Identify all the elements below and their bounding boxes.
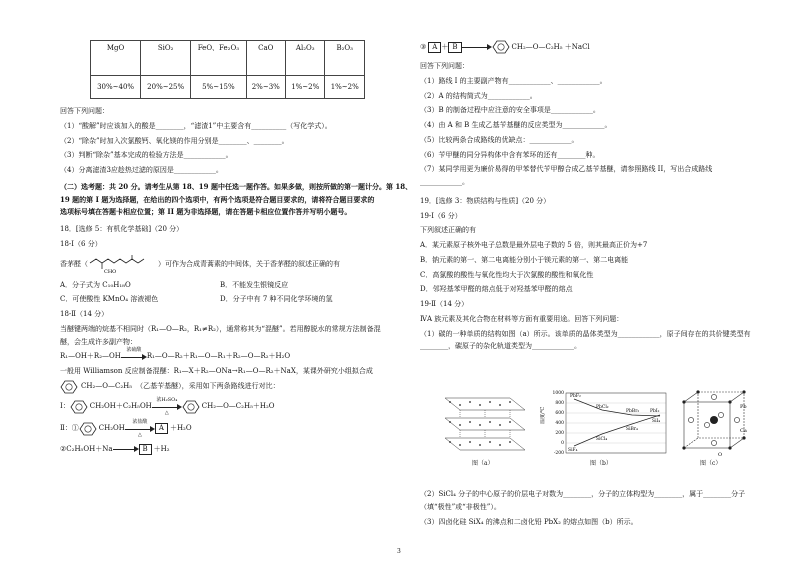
question-1: （1）“酸解”时应该加入的酸是________，“滤渣1”中主要含有__________（写化学式）。: [60, 121, 332, 130]
figure-b-caption: 图（b）: [590, 460, 612, 467]
option-b: B．不能发生银镜反应: [220, 280, 289, 289]
route-reactants: CH₂OH: [98, 424, 125, 433]
q18-title: 18．[选修 5：有机化学基础]（20 分）: [60, 225, 184, 233]
sub-question-3: （3）四卤化硅 SiX₄ 的沸点和二卤化铅 PbX₂ 的熔点如图（b）所示。: [420, 517, 638, 526]
table-cell: 2%~3%: [246, 76, 285, 99]
composition-table: [90, 40, 365, 99]
answer-box-b: B: [448, 42, 461, 53]
option-d: D．分子中有 7 种不同化学环境的氢: [220, 295, 333, 304]
question-2: （2）“除杂”时加入次氯酸钙、氧化镁的作用分别是________、________。: [60, 136, 289, 145]
arrow-condition: △: [137, 431, 142, 438]
table-cell: 20%~25%: [141, 76, 191, 99]
arrow-condition: △: [164, 409, 169, 416]
series-label: SiCl₄: [596, 437, 608, 442]
williamson-text: 一般用 Williamson 反应制备混醚：R₁—X＋R₂—ONa→R₁—O—R₂＋NaX，某课外研究小组拟合成: [60, 367, 373, 375]
question-3: （3）B 的制备过程中应注意的安全事项是____________。: [420, 106, 600, 115]
atom-label: O: [718, 452, 723, 458]
question-5: （5）比较两条合成路线的优缺点：____________。: [420, 135, 579, 144]
table-cell: 5%~15%: [191, 76, 246, 99]
route-3: [420, 40, 755, 54]
route-2: [60, 418, 395, 438]
option-a: A．分子式为 C₁₀H₁₈O: [60, 280, 131, 289]
arrow-condition: 浓H₂SO₄: [156, 396, 178, 403]
question-3: （3）判断“除杂”基本完成的检验方法是____________。: [60, 151, 233, 160]
arrow-condition: 浓硫酸: [126, 346, 142, 353]
table-cell: 30%~40%: [91, 76, 141, 99]
table-cell: 1%~2%: [286, 76, 325, 99]
ether-equation: [60, 346, 395, 361]
option-c: C．可使酸性 KMnO₄ 溶液褪色: [60, 295, 159, 304]
q19-stem: 下列叙述正确的有: [420, 226, 476, 235]
table-header: SiO₂: [141, 41, 191, 76]
route-1: [60, 396, 395, 416]
y-tick-label: 600: [555, 411, 564, 416]
y-tick-label: 200: [555, 431, 564, 436]
figures-row: [440, 388, 750, 474]
arrow-condition: 浓盐酸: [132, 418, 148, 425]
reaction-arrow: [152, 396, 182, 416]
equation-reactants: R₁—OH＋R₂—OH: [60, 352, 121, 361]
citral-stem: [60, 255, 395, 275]
answer-box-a: A: [155, 423, 168, 434]
sub-question-1: ________，碳原子的杂化轨道类型为____________。: [420, 342, 581, 351]
target-formula: CH₂—O—C₂H₅: [81, 382, 133, 391]
ether-text: 当醚键两端的烷基不相同时（R₁—O—R₂，R₁≠R₂），通常称其为“混醚”。若用醇脱水的常规方法制备混: [60, 324, 381, 333]
y-tick-label: 800: [555, 401, 564, 406]
route-products: ＋H₂O: [169, 424, 192, 433]
series-label: SiBr₄: [626, 427, 638, 432]
right-column-bottom: [420, 490, 755, 526]
series-label: PbF₂: [570, 394, 581, 399]
reaction-arrow: [462, 43, 492, 51]
question-intro: 回答下列问题：: [60, 107, 109, 115]
question-7: （7）某同学用更为廉价易得的甲苯替代苄甲醇合成乙基苄基醚，请参照路线 II，写出合成路线: [420, 165, 713, 174]
route-label: ③: [420, 42, 427, 51]
question-7: ____________。: [420, 178, 469, 186]
route-products: CH₂—O—C₂H₅＋H₂O: [201, 402, 275, 411]
route-products: CH₂—O—C₂H₅ ＋NaCl: [511, 42, 590, 51]
q18-part1: 18-Ⅰ（6 分）: [60, 239, 102, 248]
benzene-ring-icon: [70, 400, 88, 414]
sub-question-1: （1）碳的一种单质的结构如图（a）所示。该单质的晶体类型为____________，原子间存在的共价键类型有: [420, 329, 751, 338]
route-products: ＋H₂: [153, 444, 170, 453]
q18-options-row: [60, 281, 395, 290]
page-number: 3: [397, 548, 401, 555]
question-4: （4）分离滤渣3应趁热过滤的原因是____________。: [60, 166, 223, 174]
option-b: B．钠元素的第一、第二电离能分别小于镁元素的第一、第二电离能: [420, 255, 629, 264]
q18-options-row: [60, 295, 395, 304]
citral-structure-diagram: [88, 255, 158, 275]
table-header: B₂O₃: [325, 41, 365, 76]
route-label: Ⅱ：①: [60, 424, 79, 433]
section-2-instructions: 19 题的第 I 题为选择题，在给出的四个选项中，有两个选项是符合题目要求的，请将符合题目要求的: [60, 194, 375, 204]
y-tick-label: 0: [561, 441, 564, 446]
citral-description: ）可作为合成青蒿素的中间体，关于香茅醛的叙述正确的有: [158, 260, 340, 269]
q19-title: 19．[选修 3：物质结构与性质]（20 分）: [420, 196, 551, 205]
williamson-text: （乙基苄基醚），采用如下两条路线进行对比：: [136, 382, 280, 391]
benzene-ring-icon: [60, 380, 78, 394]
benzene-ring-icon: [79, 422, 97, 436]
series-label: SiI₄: [652, 419, 661, 424]
right-column: [420, 40, 755, 351]
figure-a-graphite-layers: [440, 388, 530, 458]
route-reactants: ②C₂H₅OH＋Na: [60, 444, 113, 453]
ether-text: 醚，会生成许多副产物：: [60, 337, 137, 346]
route-reactants: CH₂OH＋C₂H₅OH: [89, 402, 152, 411]
y-tick-label: 1000: [552, 391, 564, 396]
figure-b-ylabel: 温度/℃: [540, 406, 546, 424]
table-cell: 1%~2%: [325, 76, 365, 99]
series-label: PbCl₂: [596, 405, 609, 410]
table-header: Al₂O₃: [286, 41, 325, 76]
option-d: D．邻羟基苯甲醛的熔点低于对羟基苯甲醛的熔点: [420, 285, 573, 294]
q18-part2: 18-Ⅱ（14 分）: [60, 310, 109, 318]
answer-box-a: A: [428, 42, 441, 53]
reaction-arrow: [113, 445, 139, 453]
table-header: MgO: [91, 41, 141, 76]
figure-c-caption: 图（c）: [700, 460, 722, 467]
series-label: PbBr₂: [626, 409, 640, 414]
reaction-arrow: [125, 418, 155, 438]
question-2: （2）A 的结构简式为____________。: [420, 91, 537, 100]
q19-part2: 19-Ⅱ（14 分）: [420, 300, 469, 308]
figure-c-unit-cell: [678, 388, 750, 458]
benzene-ring-icon: [182, 400, 200, 414]
option-c: C．高氯酸的酸性与氧化性均大于次氯酸的酸性和氧化性: [420, 270, 594, 279]
y-tick-label: -200: [553, 451, 564, 456]
series-label: PbI₂: [650, 409, 660, 414]
q19-part1: 19-Ⅰ（6 分）: [420, 211, 462, 220]
answer-box-b: B: [139, 444, 152, 455]
williamson-target: [60, 380, 395, 394]
series-label: SiF₄: [568, 448, 578, 453]
left-column: [60, 40, 413, 455]
sub-question-2: （填“极性”或“非极性”）。: [420, 502, 501, 511]
question-1: （1）路线 I 的主要副产物有____________、____________。: [420, 76, 607, 85]
table-header: FeO、Fe₂O₃: [191, 41, 246, 76]
route-2b: [60, 444, 395, 455]
section-2-instructions: （二）选考题：共 20 分。请考生从第 18、19 题中任选一题作答。如果多做，则按所做的第一题计分。第 18、: [60, 181, 413, 191]
figure-b-temperature-chart: [540, 388, 670, 458]
figure-a-caption: 图（a）: [472, 460, 494, 467]
question-intro: 回答下列问题：: [420, 62, 469, 70]
citral-cho-label: CHO: [104, 268, 117, 275]
sub-question-2: （2）SiCl₄ 分子的中心原子的价层电子对数为________，分子的立体构型为________，属于________分子: [420, 490, 746, 498]
plus-sign: ＋: [441, 42, 449, 51]
section-2-instructions: 选项标号填在答题卡相应位置；第 II 题为非选择题，请在答题卡相应位置作答并写明小题号。: [60, 207, 352, 217]
question-4: （4）由 A 和 B 生成乙基苄基醚的反应类型为____________。: [420, 121, 612, 129]
y-tick-label: 400: [555, 421, 564, 426]
route-label: Ⅰ：: [60, 402, 70, 411]
option-a: A．某元素原子核外电子总数是最外层电子数的 5 倍，则其最高正价为+7: [420, 241, 648, 249]
q19-part2-stem: ⅣA 族元素及其化合物在材料等方面有重要用途。回答下列问题：: [420, 314, 624, 323]
equation-products: R₁—O—R₂＋R₁—O—R₁＋R₂—O—R₂＋H₂O: [146, 352, 291, 361]
citral-label: 香茅醛（: [60, 260, 88, 269]
table-header: CaO: [246, 41, 285, 76]
question-6: （6）苄甲醚的同分异构体中含有苯环的还有________种。: [420, 150, 600, 159]
atom-label: Ca: [740, 428, 747, 434]
atom-label: Pb: [740, 404, 747, 410]
benzene-ring-icon: [492, 40, 510, 54]
reaction-arrow: [121, 346, 147, 361]
